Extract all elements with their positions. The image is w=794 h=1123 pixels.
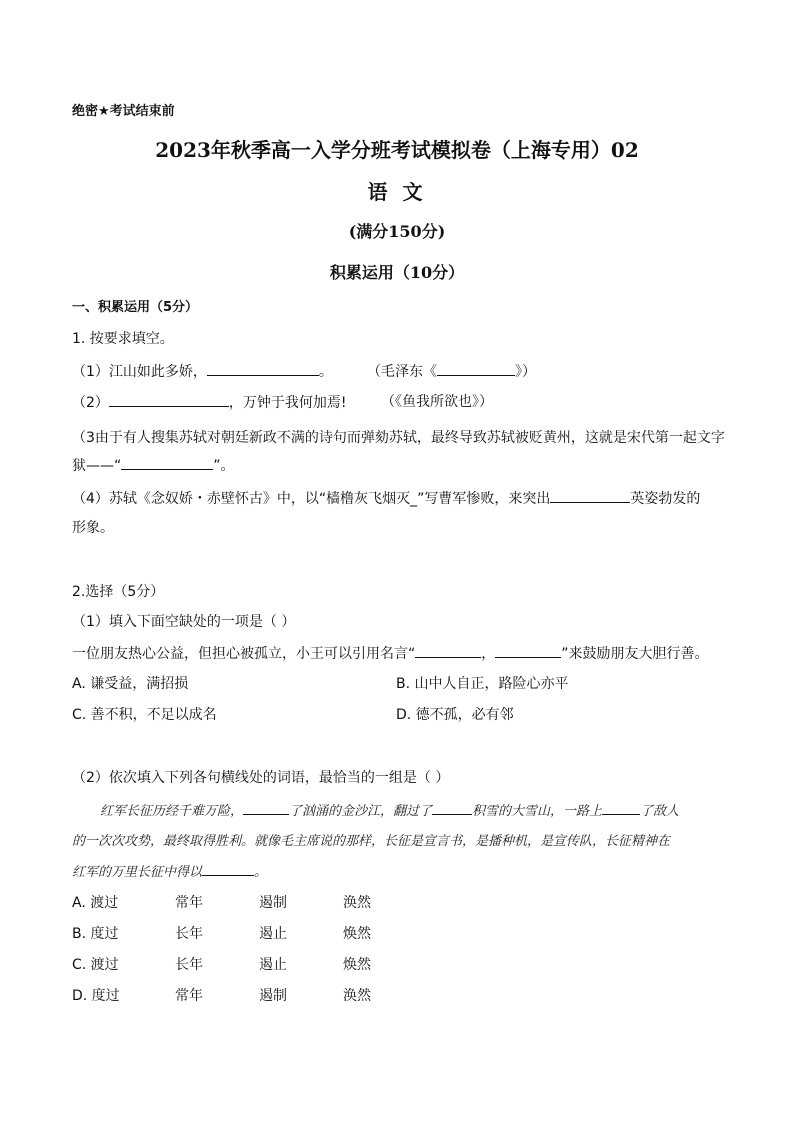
q1-item3-line2: 狱——“ ”。 <box>72 455 235 476</box>
blank[interactable] <box>243 800 289 815</box>
option-c[interactable]: C. 善不积，不足以成名 <box>72 707 217 723</box>
blank[interactable] <box>109 392 229 407</box>
section-title: 积累运用（10分） <box>329 263 465 282</box>
option-a[interactable]: A. 谦受益，满招损 <box>72 676 189 692</box>
passage-line1: 红军长征历经千难万险， 了汹涌的金沙江，翻过了 积雪的大雪山，一路上 了敌人 <box>100 800 679 819</box>
q2-2-stem: （2）依次填入下列各句横线处的词语，最恰当的一组是（ ） <box>72 770 450 786</box>
option-b[interactable]: B. 山中人自正，路险心亦平 <box>396 676 569 692</box>
blank[interactable] <box>602 800 640 815</box>
blank[interactable] <box>207 361 319 376</box>
option-d[interactable]: D. 德不孤，必有邻 <box>396 707 514 723</box>
q1-item1-source: （毛泽东《 》） <box>367 361 536 382</box>
q1-item4-line2: 形象。 <box>72 520 114 536</box>
blank[interactable] <box>121 455 213 470</box>
subject-title: 语 文 <box>367 180 427 204</box>
q2-1-text: 一位朋友热心公益，但担心被孤立，小王可以引用名言“ ， ”来鼓励朋友大胆行善。 <box>72 643 709 664</box>
part-heading: 一、积累运用（5分） <box>72 300 199 315</box>
passage-line2: 的一次次攻势，最终取得胜利。就像毛主席说的那样，长征是宣言书，是播种机，是宣传队，长征精神在 <box>72 834 671 849</box>
blank[interactable] <box>437 361 515 376</box>
blank[interactable] <box>550 488 630 503</box>
q1-item2-source: （《鱼我所欲也》） <box>381 394 493 410</box>
secret-label: 绝密★考试结束前 <box>72 104 175 119</box>
full-score: (满分150分) <box>348 222 446 241</box>
blank[interactable] <box>432 800 472 815</box>
blank[interactable] <box>495 643 561 658</box>
q1-item2: （2） ，万钟于我何加焉! <box>72 392 347 413</box>
passage-line3: 红军的万里长征中得以 。 <box>72 861 267 880</box>
q2-1-stem: （1）填入下面空缺处的一项是（ ） <box>72 614 296 630</box>
q2-stem: 2.选择（5分） <box>72 584 165 600</box>
exam-title: 2023年秋季高一入学分班考试模拟卷（上海专用）02 <box>155 138 639 162</box>
q1-item1: （1）江山如此多娇， 。 <box>72 361 333 382</box>
q1-item4-line1: （4）苏轼《念奴娇・赤壁怀古》中，以“樯橹灰飞烟灭_”写曹军惨败，来突出 英姿勃发的 <box>72 488 700 509</box>
blank[interactable] <box>202 861 254 876</box>
blank[interactable] <box>415 643 481 658</box>
q1-item3-line1: （3由于有人搜集苏轼对朝廷新政不满的诗句而弹劾苏轼，最终导致苏轼被贬黄州，这就是宋代第一起文字 <box>72 430 725 446</box>
q1-stem: 1. 按要求填空。 <box>72 331 174 347</box>
